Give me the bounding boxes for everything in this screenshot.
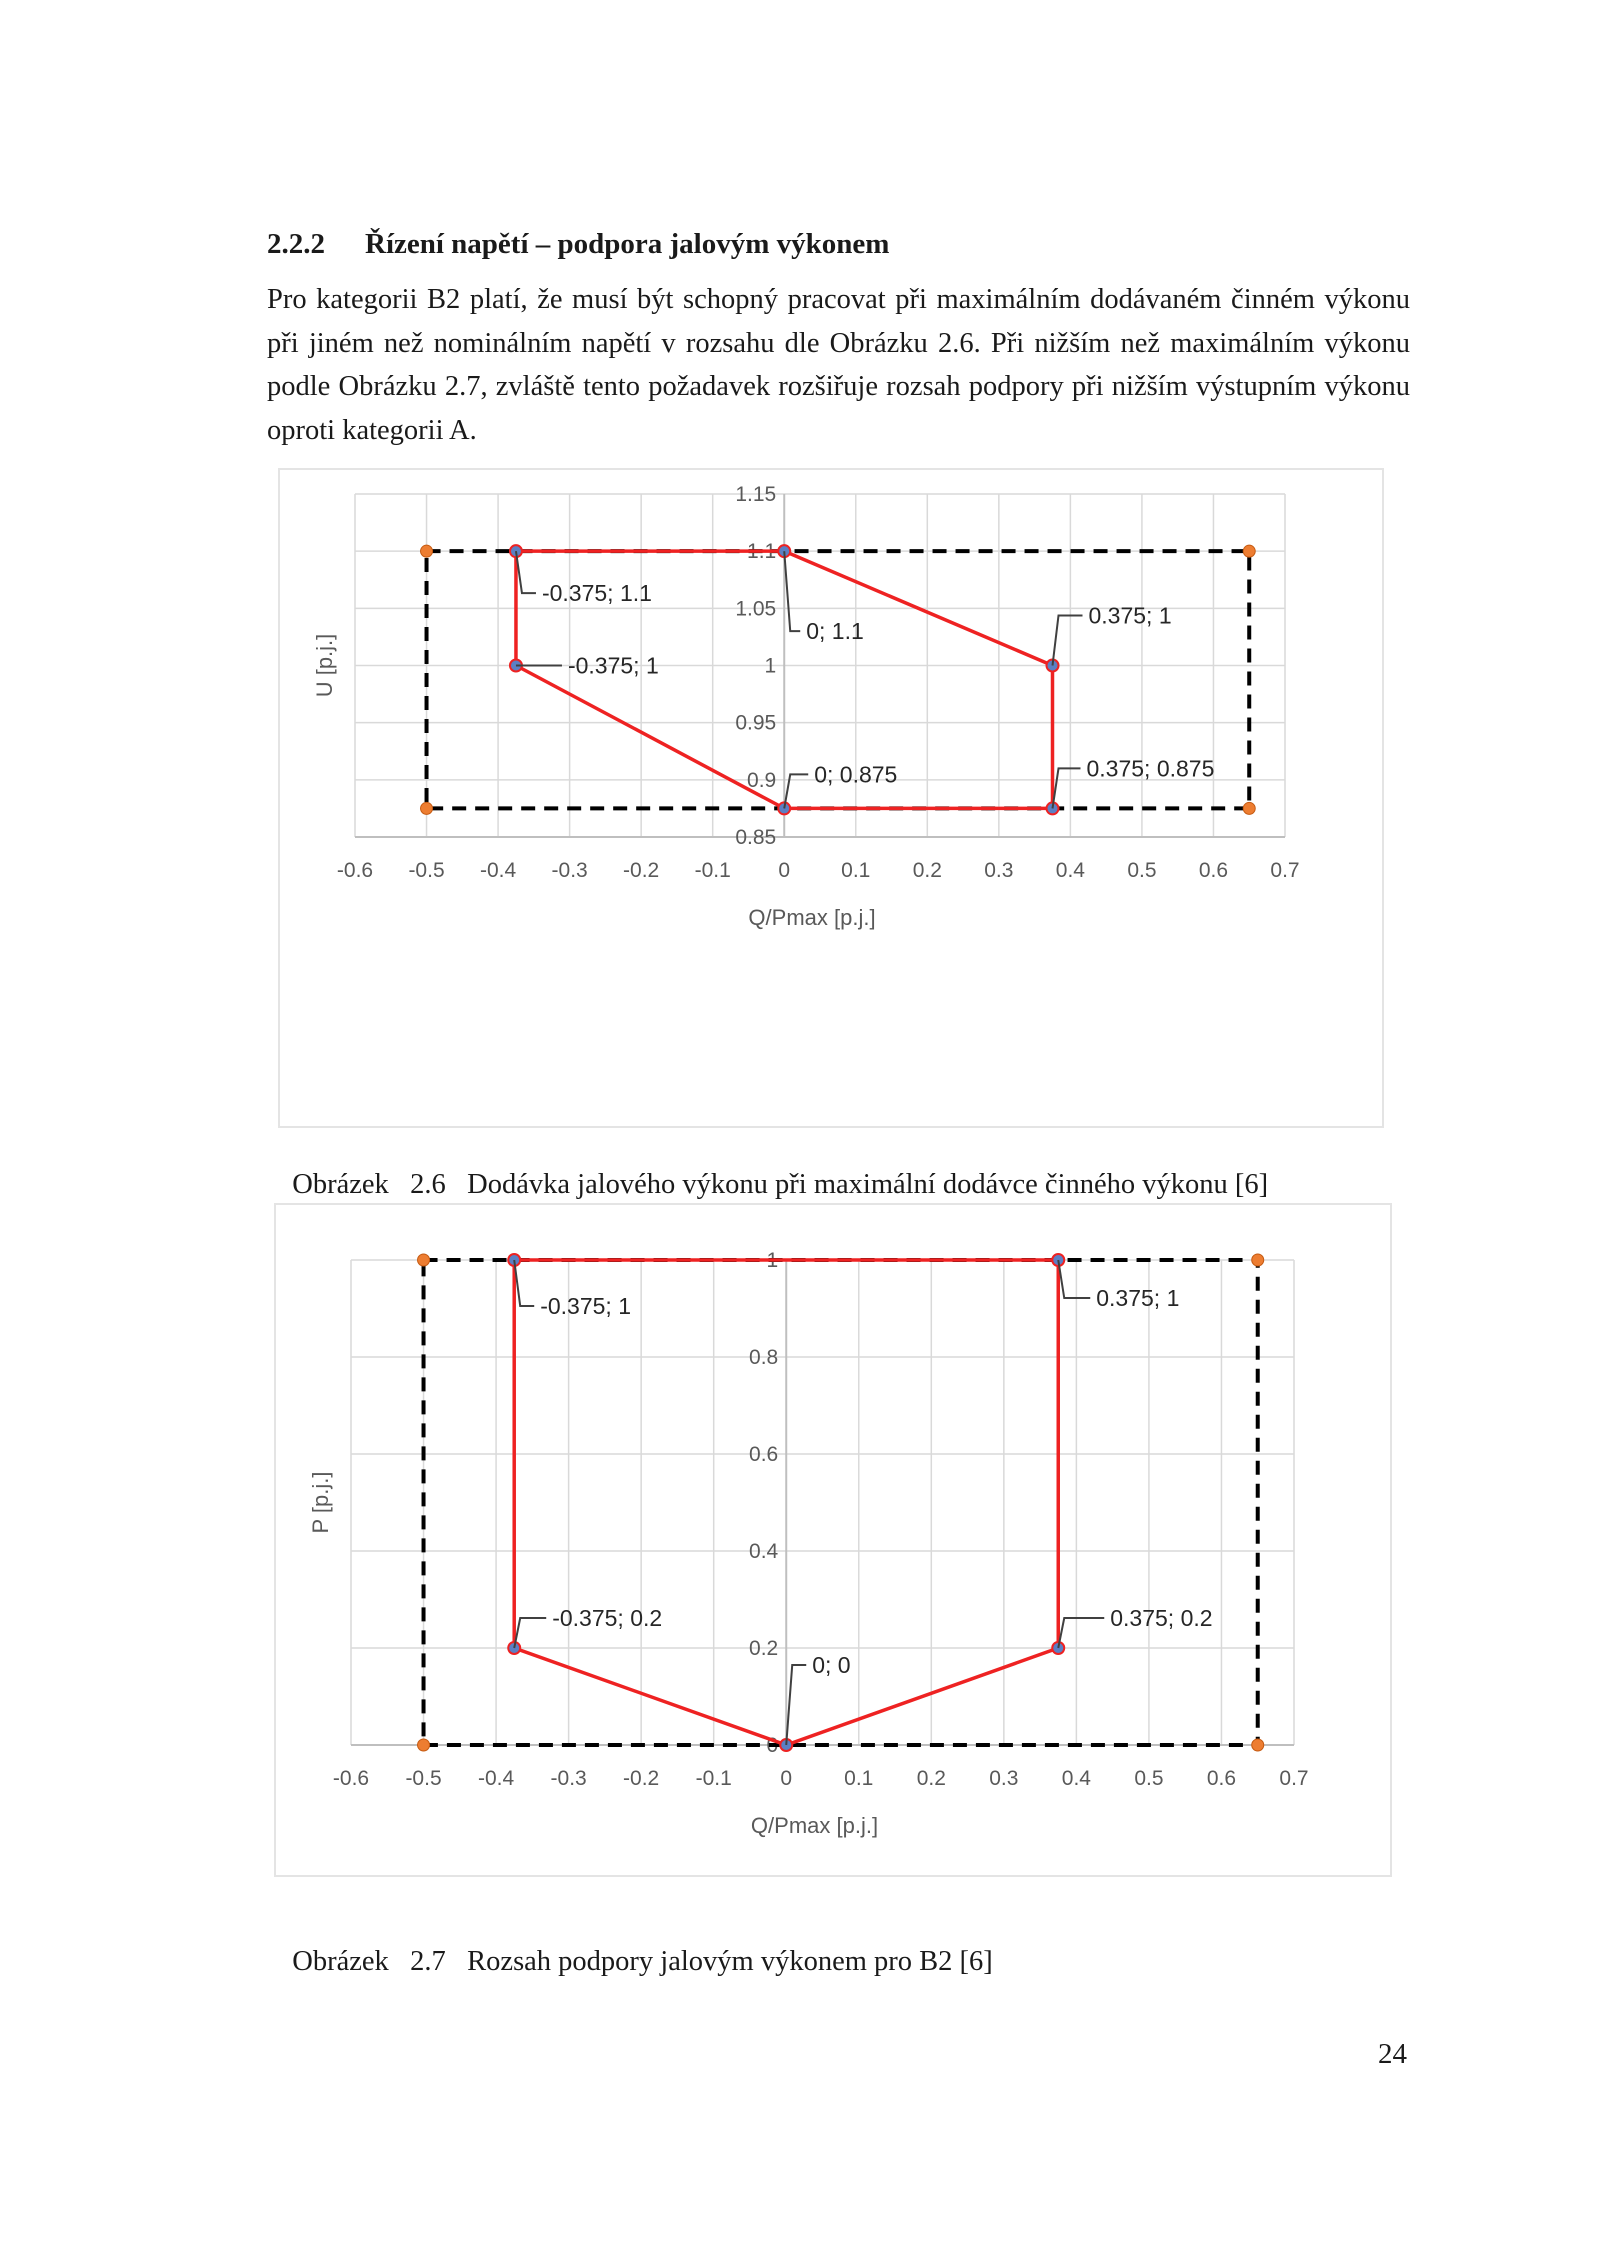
x-tick-label: 0.7 (1270, 859, 1300, 882)
data-label: 0.375; 1 (1088, 602, 1172, 629)
x-tick-label: 0.4 (1061, 1767, 1091, 1790)
data-label: 0.375; 1 (1096, 1285, 1180, 1311)
boundary-point (1252, 1254, 1264, 1266)
x-tick-label: 0.1 (844, 1767, 874, 1790)
figure-2-6-frame (278, 468, 1384, 1128)
caption-label: Obrázek (292, 1169, 389, 1200)
x-tick-label: -0.2 (623, 859, 660, 882)
x-axis-title: Q/Pmax [p.j.] (750, 1813, 879, 1838)
page-number: 24 (1378, 2038, 1407, 2070)
y-axis-title: U [p.j.] (312, 633, 337, 698)
data-label: 0; 0 (812, 1652, 851, 1678)
caption-label: Obrázek (292, 1946, 389, 1977)
y-tick-label: 0.4 (749, 1540, 779, 1563)
data-label: -0.375; 0.2 (552, 1605, 663, 1631)
data-label: -0.375; 1 (540, 1293, 632, 1319)
x-tick-label: 0.5 (1127, 859, 1157, 882)
figure-2-6-caption (278, 1137, 1268, 1201)
data-label-leader (786, 1665, 806, 1745)
y-axis-title: P [p.j.] (308, 1471, 333, 1534)
x-axis-title: Q/Pmax [p.j.] (748, 905, 876, 930)
y-tick-label: 1.15 (735, 483, 777, 506)
data-label: 0; 0.875 (814, 761, 898, 788)
x-tick-label: -0.1 (694, 859, 731, 882)
y-tick-label: 1.1 (747, 540, 777, 564)
y-tick-label: 0.85 (735, 826, 777, 849)
boundary-point (421, 545, 433, 557)
boundary-point (418, 1254, 430, 1266)
y-tick-label: 0.8 (749, 1346, 779, 1369)
x-tick-label: -0.6 (336, 859, 374, 882)
x-tick-label: -0.4 (479, 859, 517, 882)
data-label: 0.375; 0.2 (1110, 1605, 1213, 1631)
x-tick-label: -0.3 (550, 1767, 587, 1790)
chart-voltage-reactive (280, 470, 1382, 1126)
x-tick-label: 0.4 (1055, 859, 1085, 882)
x-tick-label: 0.5 (1134, 1767, 1164, 1790)
x-tick-label: -0.4 (477, 1767, 515, 1790)
section-title: Řízení napětí – podpora jalovým výkonem (365, 228, 890, 260)
data-label-leader (1058, 1618, 1104, 1648)
x-tick-label: -0.5 (408, 859, 445, 882)
data-label-leader (1058, 1260, 1090, 1298)
caption-number: 2.7 (410, 1946, 446, 1977)
x-tick-label: -0.5 (405, 1767, 442, 1790)
boundary-point (1243, 545, 1255, 557)
caption-number: 2.6 (410, 1169, 446, 1200)
y-tick-label: 0.9 (747, 768, 777, 792)
x-tick-label: 0.2 (916, 1767, 946, 1790)
x-tick-label: 0 (780, 1767, 793, 1790)
y-tick-label: 1 (764, 654, 777, 678)
x-tick-label: -0.2 (623, 1767, 660, 1790)
x-tick-label: -0.6 (332, 1767, 370, 1790)
x-tick-label: -0.3 (551, 859, 588, 882)
y-tick-label: 1 (766, 1249, 779, 1272)
boundary-point (421, 802, 433, 814)
boundary-point (1243, 802, 1255, 814)
y-tick-label: 0 (766, 1734, 779, 1757)
caption-text: Dodávka jalového výkonu při maximální dodávce činného výkonu [6] (467, 1169, 1269, 1200)
data-label: 0; 1.1 (806, 618, 864, 645)
x-tick-label: 0.3 (984, 859, 1014, 882)
data-label: -0.375; 1.1 (541, 580, 652, 607)
x-tick-label: 0.1 (841, 859, 871, 882)
section-heading (267, 228, 889, 261)
data-label-leader (514, 1260, 534, 1306)
x-tick-label: 0.3 (989, 1767, 1019, 1790)
x-tick-label: 0.6 (1206, 1767, 1237, 1790)
x-tick-label: -0.1 (695, 1767, 732, 1790)
y-tick-label: 0.95 (735, 711, 777, 735)
data-label: -0.375; 1 (567, 652, 659, 679)
x-tick-label: 0.7 (1279, 1767, 1309, 1790)
boundary-point (1252, 1739, 1264, 1751)
y-tick-label: 1.05 (735, 597, 777, 621)
x-tick-label: 0.6 (1198, 859, 1229, 882)
caption-text: Rozsah podpory jalovým výkonem pro B2 [6] (467, 1946, 993, 1977)
data-label: 0.375; 0.875 (1086, 755, 1215, 782)
y-tick-label: 0.6 (749, 1443, 779, 1466)
data-label-leader (784, 551, 800, 631)
x-tick-label: 0 (778, 859, 791, 882)
x-tick-label: 0.2 (912, 859, 942, 882)
boundary-point (418, 1739, 430, 1751)
figure-2-7-frame (274, 1203, 1392, 1877)
section-number: 2.2.2 (267, 228, 325, 260)
figure-2-7-caption (278, 1914, 993, 1978)
body-paragraph: Pro kategorii B2 platí, že musí být schopný pracovat při maximálním dodávaném činném výkonu při jiném než nominálním napětí v rozsahu dle Obrázku 2.6. Při nižším než maximálním výkonu podle Obrázku 2.7, zvláště tento požadavek rozšiřuje rozsah podpory při nižším výstupním výkonu oproti kategorii A. (267, 284, 1410, 446)
data-label-leader (1053, 768, 1081, 808)
y-tick-label: 0.2 (749, 1637, 779, 1660)
data-label-leader (1053, 616, 1083, 666)
chart-power-reactive (276, 1205, 1390, 1875)
